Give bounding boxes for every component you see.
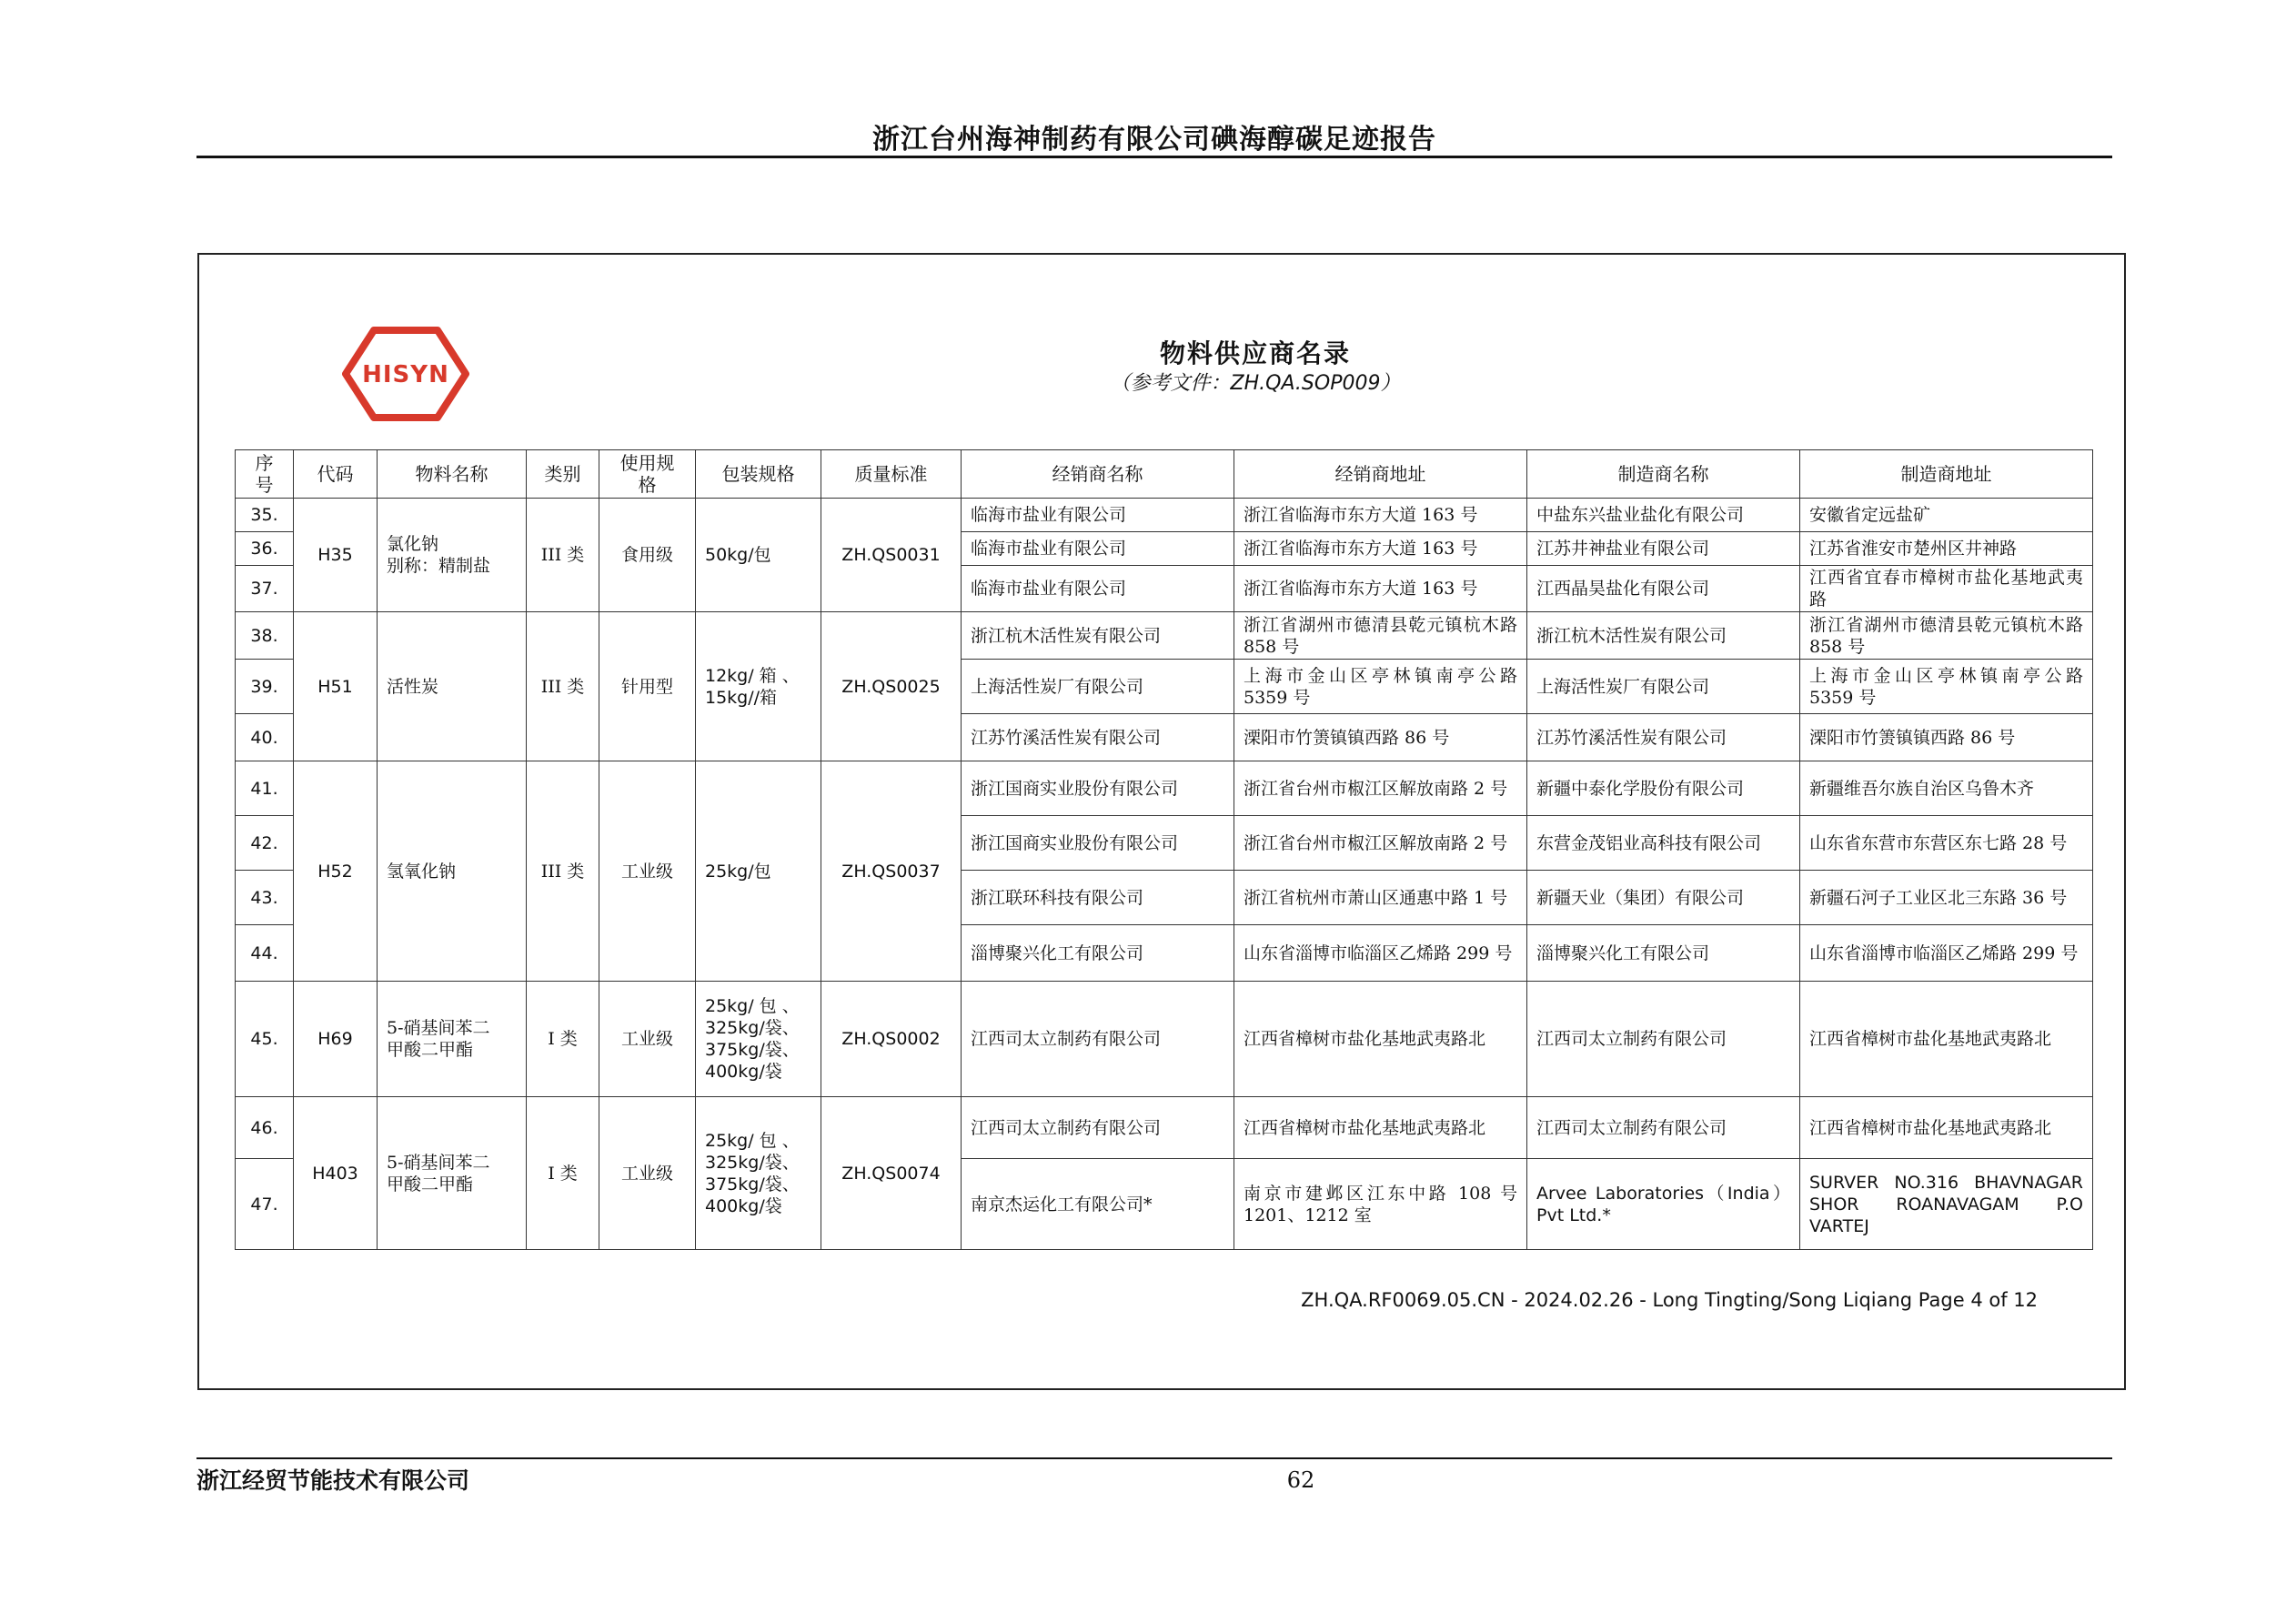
material-name: 活性炭 — [378, 612, 527, 761]
header-dealer-address: 经销商地址 — [1234, 450, 1527, 499]
row-seq: 46. — [236, 1097, 294, 1159]
row-seq: 40. — [236, 714, 294, 761]
footer-company: 浙江经贸节能技术有限公司 — [196, 1467, 470, 1494]
row-seq: 47. — [236, 1159, 294, 1250]
dealer-name: 浙江国商实业股份有限公司 — [962, 761, 1234, 816]
dealer-name: 临海市盐业有限公司 — [962, 566, 1234, 612]
row-seq: 35. — [236, 499, 294, 532]
row-seq: 36. — [236, 532, 294, 566]
material-code: H51 — [294, 612, 378, 761]
material-category: I 类 — [527, 982, 599, 1097]
hisyn-logo — [342, 325, 469, 423]
maker-address: 江西省宜春市樟树市盐化基地武夷路 — [1800, 566, 2093, 612]
table-row — [236, 1097, 2093, 1159]
svg-text:HISYN: HISYN — [362, 361, 449, 388]
usage-grade: 工业级 — [599, 761, 696, 982]
dealer-address: 江西省樟树市盐化基地武夷路北 — [1234, 1097, 1527, 1159]
document-reference: （参考文件：ZH.QA.SOP009） — [1110, 372, 1401, 395]
quality-standard: ZH.QS0002 — [821, 982, 962, 1097]
dealer-address: 浙江省杭州市萧山区通惠中路 1 号 — [1234, 871, 1527, 925]
header-code: 代码 — [294, 450, 378, 499]
maker-name: 新疆中泰化学股份有限公司 — [1527, 761, 1800, 816]
table-row — [236, 499, 2093, 532]
maker-address: 江西省樟树市盐化基地武夷路北 — [1800, 1097, 2093, 1159]
page-header-title: 浙江台州海神制药有限公司碘海醇碳足迹报告 — [872, 124, 1436, 156]
packing-spec: 25kg/ 包 、 325kg/袋、 375kg/袋、 400kg/袋 — [696, 982, 821, 1097]
dealer-address: 浙江省湖州市德清县乾元镇杭木路 858 号 — [1234, 612, 1527, 660]
supplier-table — [235, 449, 2093, 1250]
dealer-name: 淄博聚兴化工有限公司 — [962, 925, 1234, 982]
dealer-address: 山东省淄博市临淄区乙烯路 299 号 — [1234, 925, 1527, 982]
material-category: III 类 — [527, 612, 599, 761]
dealer-address: 溧阳市竹箦镇镇西路 86 号 — [1234, 714, 1527, 761]
material-category: I 类 — [527, 1097, 599, 1250]
maker-address: 新疆维吾尔族自治区乌鲁木齐 — [1800, 761, 2093, 816]
quality-standard: ZH.QS0037 — [821, 761, 962, 982]
maker-address: SURVER NO.316 BHAVNAGAR SHOR ROANAVAGAM P.O VARTEJ — [1800, 1159, 2093, 1250]
material-name: 氢氧化钠 — [378, 761, 527, 982]
dealer-name: 浙江国商实业股份有限公司 — [962, 816, 1234, 871]
packing-spec: 25kg/ 包 、 325kg/袋、 375kg/袋、 400kg/袋 — [696, 1097, 821, 1250]
maker-address: 江西省樟树市盐化基地武夷路北 — [1800, 982, 2093, 1097]
header-material: 物料名称 — [378, 450, 527, 499]
maker-address: 溧阳市竹箦镇镇西路 86 号 — [1800, 714, 2093, 761]
packing-spec: 12kg/ 箱 、 15kg//箱 — [696, 612, 821, 761]
page-number: 62 — [1286, 1467, 1315, 1493]
maker-name: 中盐东兴盐业盐化有限公司 — [1527, 499, 1800, 532]
maker-name: 淄博聚兴化工有限公司 — [1527, 925, 1800, 982]
packing-spec: 50kg/包 — [696, 499, 821, 612]
dealer-name: 江苏竹溪活性炭有限公司 — [962, 714, 1234, 761]
maker-name: 浙江杭木活性炭有限公司 — [1527, 612, 1800, 660]
maker-address: 新疆石河子工业区北三东路 36 号 — [1800, 871, 2093, 925]
maker-address: 上海市金山区亭林镇南亭公路 5359 号 — [1800, 660, 2093, 714]
dealer-address: 上海市金山区亭林镇南亭公路 5359 号 — [1234, 660, 1527, 714]
material-category: III 类 — [527, 499, 599, 612]
usage-grade: 工业级 — [599, 1097, 696, 1250]
dealer-address: 浙江省台州市椒江区解放南路 2 号 — [1234, 816, 1527, 871]
usage-grade: 食用级 — [599, 499, 696, 612]
header-dealer: 经销商名称 — [962, 450, 1234, 499]
dealer-name: 江西司太立制药有限公司 — [962, 1097, 1234, 1159]
header-rule — [196, 156, 2112, 158]
quality-standard: ZH.QS0074 — [821, 1097, 962, 1250]
header-maker: 制造商名称 — [1527, 450, 1800, 499]
document-control-code: ZH.QA.RF0069.05.CN - 2024.02.26 - Long Tingting/Song Liqiang Page 4 of 12 — [1301, 1289, 2038, 1311]
header-usage: 使用规 格 — [599, 450, 696, 499]
row-seq: 41. — [236, 761, 294, 816]
maker-name: 江西司太立制药有限公司 — [1527, 1097, 1800, 1159]
dealer-name: 临海市盐业有限公司 — [962, 499, 1234, 532]
table-row — [236, 761, 2093, 816]
row-seq: 38. — [236, 612, 294, 660]
row-seq: 45. — [236, 982, 294, 1097]
maker-name: Arvee Laboratories（India）Pvt Ltd.* — [1527, 1159, 1800, 1250]
maker-address: 浙江省湖州市德清县乾元镇杭木路 858 号 — [1800, 612, 2093, 660]
material-code: H69 — [294, 982, 378, 1097]
maker-name: 上海活性炭厂有限公司 — [1527, 660, 1800, 714]
dealer-address: 浙江省台州市椒江区解放南路 2 号 — [1234, 761, 1527, 816]
dealer-name: 上海活性炭厂有限公司 — [962, 660, 1234, 714]
maker-address: 山东省东营市东营区东七路 28 号 — [1800, 816, 2093, 871]
material-name: 5-硝基间苯二 甲酸二甲酯 — [378, 1097, 527, 1250]
dealer-address: 南京市建邺区江东中路 108 号 1201、1212 室 — [1234, 1159, 1527, 1250]
header-seq: 序 号 — [236, 450, 294, 499]
row-seq: 42. — [236, 816, 294, 871]
material-code: H403 — [294, 1097, 378, 1250]
material-name: 氯化钠 别称：精制盐 — [378, 499, 527, 612]
material-code: H35 — [294, 499, 378, 612]
dealer-address: 浙江省临海市东方大道 163 号 — [1234, 499, 1527, 532]
header-maker-address: 制造商地址 — [1800, 450, 2093, 499]
maker-address: 江苏省淮安市楚州区井神路 — [1800, 532, 2093, 566]
row-seq: 43. — [236, 871, 294, 925]
dealer-address: 浙江省临海市东方大道 163 号 — [1234, 532, 1527, 566]
maker-address: 山东省淄博市临淄区乙烯路 299 号 — [1800, 925, 2093, 982]
maker-name: 江西司太立制药有限公司 — [1527, 982, 1800, 1097]
dealer-address: 浙江省临海市东方大道 163 号 — [1234, 566, 1527, 612]
quality-standard: ZH.QS0031 — [821, 499, 962, 612]
row-seq: 39. — [236, 660, 294, 714]
dealer-name: 南京杰运化工有限公司* — [962, 1159, 1234, 1250]
header-packing: 包装规格 — [696, 450, 821, 499]
footer-rule — [196, 1457, 2112, 1459]
dealer-name: 江西司太立制药有限公司 — [962, 982, 1234, 1097]
dealer-address: 江西省樟树市盐化基地武夷路北 — [1234, 982, 1527, 1097]
table-row — [236, 982, 2093, 1097]
maker-name: 江苏井神盐业有限公司 — [1527, 532, 1800, 566]
table-header-row — [236, 450, 2093, 499]
dealer-name: 浙江杭木活性炭有限公司 — [962, 612, 1234, 660]
maker-address: 安徽省定远盐矿 — [1800, 499, 2093, 532]
document-title: 物料供应商名录 — [1159, 338, 1351, 368]
usage-grade: 针用型 — [599, 612, 696, 761]
material-category: III 类 — [527, 761, 599, 982]
header-quality: 质量标准 — [821, 450, 962, 499]
maker-name: 东营金茂铝业高科技有限公司 — [1527, 816, 1800, 871]
maker-name: 江苏竹溪活性炭有限公司 — [1527, 714, 1800, 761]
dealer-name: 浙江联环科技有限公司 — [962, 871, 1234, 925]
usage-grade: 工业级 — [599, 982, 696, 1097]
material-code: H52 — [294, 761, 378, 982]
header-category: 类别 — [527, 450, 599, 499]
quality-standard: ZH.QS0025 — [821, 612, 962, 761]
row-seq: 44. — [236, 925, 294, 982]
table-row — [236, 612, 2093, 660]
maker-name: 江西晶昊盐化有限公司 — [1527, 566, 1800, 612]
material-name: 5-硝基间苯二 甲酸二甲酯 — [378, 982, 527, 1097]
maker-name: 新疆天业（集团）有限公司 — [1527, 871, 1800, 925]
dealer-name: 临海市盐业有限公司 — [962, 532, 1234, 566]
row-seq: 37. — [236, 566, 294, 612]
packing-spec: 25kg/包 — [696, 761, 821, 982]
